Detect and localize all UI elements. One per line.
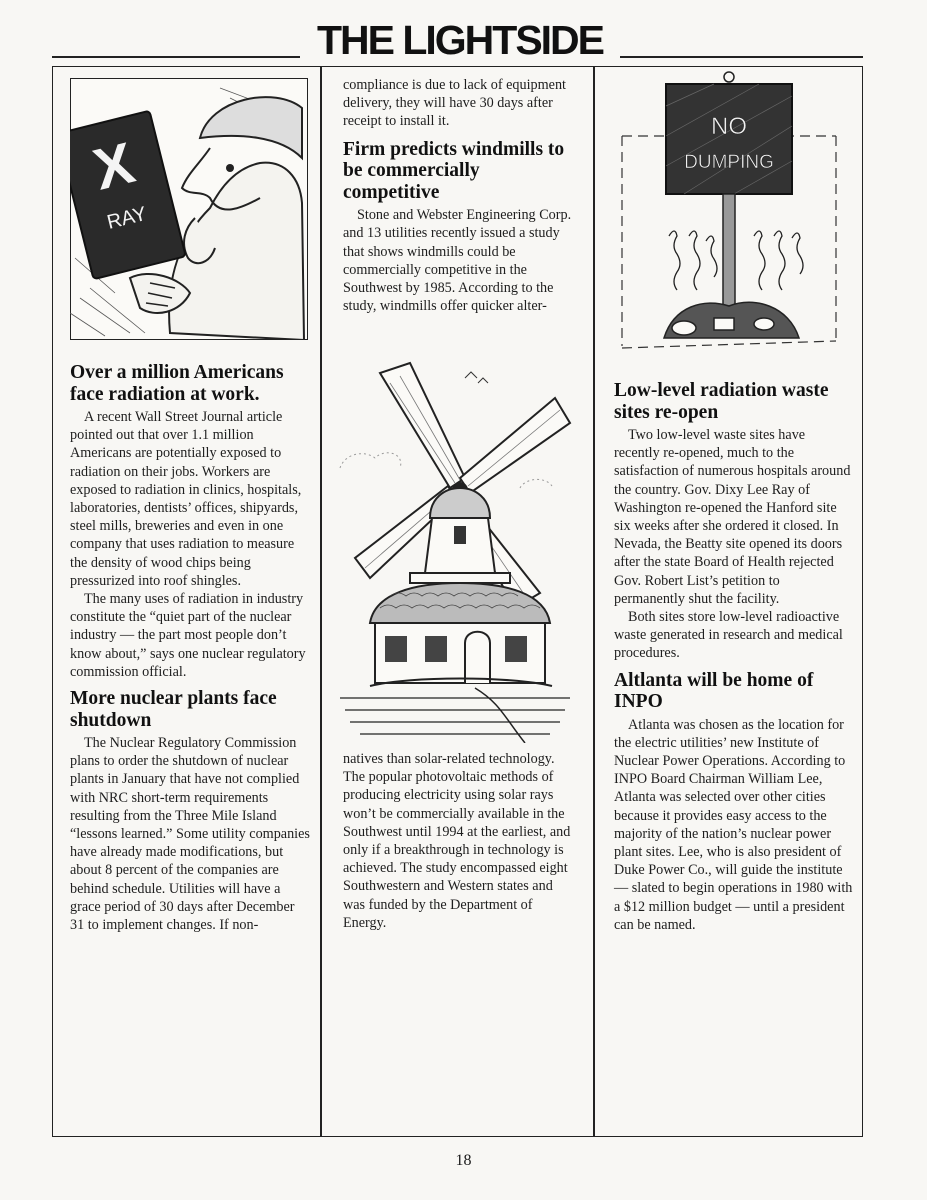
article-shutdown-p1: The Nuclear Regulatory Commission plans to order the shutdown of nuclear plants in January that have not complied with NRC short-term requirements resulting from the Three Mile Island “lessons learned.” Some utility companies have already made modifications, but about 8 percent of the companies are behind schedule. Utilities will have a grace period of 30 days after December 31 to implement changes. If non- — [70, 735, 310, 934]
headline-radiation-at-work: Over a million Americans face radiation at work. — [70, 362, 284, 405]
column-divider-1 — [320, 66, 322, 1137]
no-dumping-illustration — [614, 66, 846, 356]
masthead-rule-right — [620, 56, 863, 58]
masthead-title: THE LIGHTSIDE — [316, 17, 604, 63]
masthead-rule-left — [52, 56, 300, 58]
column-2-text-top — [343, 76, 578, 315]
headline-waste-sites: Low-level radiation waste sites re-open — [614, 380, 829, 423]
article-atlanta-p1: Atlanta was chosen as the location for the electric utilities’ new Institute of Nuclear Power Operations. According to INPO Board Chairman William Lee, Atlanta was selected over other cities because it provides easy access to the majority of the nation’s nuclear power plant sites. Lee, who is also president of Duke Power Co., will guide the institute — slated to begin operations in 1980 with a $12 million budget — until a president can be named. — [614, 716, 853, 933]
column-1-text — [70, 362, 310, 934]
svg-text:X: X — [87, 130, 141, 203]
windmill-illustration — [330, 358, 580, 743]
headline-atlanta-inpo: Altlanta will be home of INPO — [614, 669, 814, 713]
article-radiation-p1: A recent Wall Street Journal article pointed out that over 1.1 million Americans are potentially exposed to radiation on their jobs. Workers are exposed to radiation in clinics, hospitals, laboratories, dentists’ offices, shipyards, steel mills, breweries and even in one company that uses radiation to measure the density of wood chips being pressurized into roof shingles. — [70, 409, 302, 589]
sign-text-no: NO — [711, 113, 747, 140]
headline-windmills: Firm predicts windmills to be commercially competitive — [343, 138, 565, 203]
article-windmills-p2: natives than solar-related technology. The popular photovoltaic methods of producing electricity using solar rays won’t be commercially available in the Southwest until 1994 at the earliest, and only if a breakthrough in technology is achieved. The study encompassed eight Southwestern and Western states and was funded by the Department of Energy. — [343, 751, 571, 931]
column-2-text-bottom — [343, 750, 578, 932]
column-divider-2 — [593, 66, 595, 1137]
svg-text:RAY: RAY — [104, 202, 149, 234]
sign-text-dumping: DUMPING — [684, 152, 774, 173]
article-shutdown-continued: compliance is due to lack of equipment delivery, they will have 30 days after receipt to install it. — [343, 77, 566, 130]
article-radiation-p2: The many uses of radiation in industry constitute the “quiet part of the nuclear industry — the part most people don’t know about,” says one nuclear regulatory commission official. — [70, 591, 306, 680]
article-waste-p1: Two low-level waste sites have recently re-opened, much to the satisfaction of numerous hospitals around the country. Gov. Dixy Lee Ray of Washington re-opened the Hanford site six weeks after she ordered it closed. In Nevada, the Beatty site opened its doors after the state Board of Health rejected Gov. Robert List’s petition to permanently shut the facility. — [614, 427, 851, 607]
article-waste-p2: Both sites store low-level radioactive waste generated in research and medical procedures. — [614, 609, 843, 662]
xray-illustration — [70, 78, 308, 340]
column-3-text — [614, 380, 854, 934]
article-windmills-p1: Stone and Webster Engineering Corp. and 13 utilities recently issued a study that shows windmills could be commercially competitive in the Southwest by 1985. According to the study, windmills offer quicker alter- — [343, 207, 572, 315]
page-number: 18 — [455, 1152, 472, 1169]
headline-plants-shutdown: More nuclear plants face shutdown — [70, 688, 277, 731]
